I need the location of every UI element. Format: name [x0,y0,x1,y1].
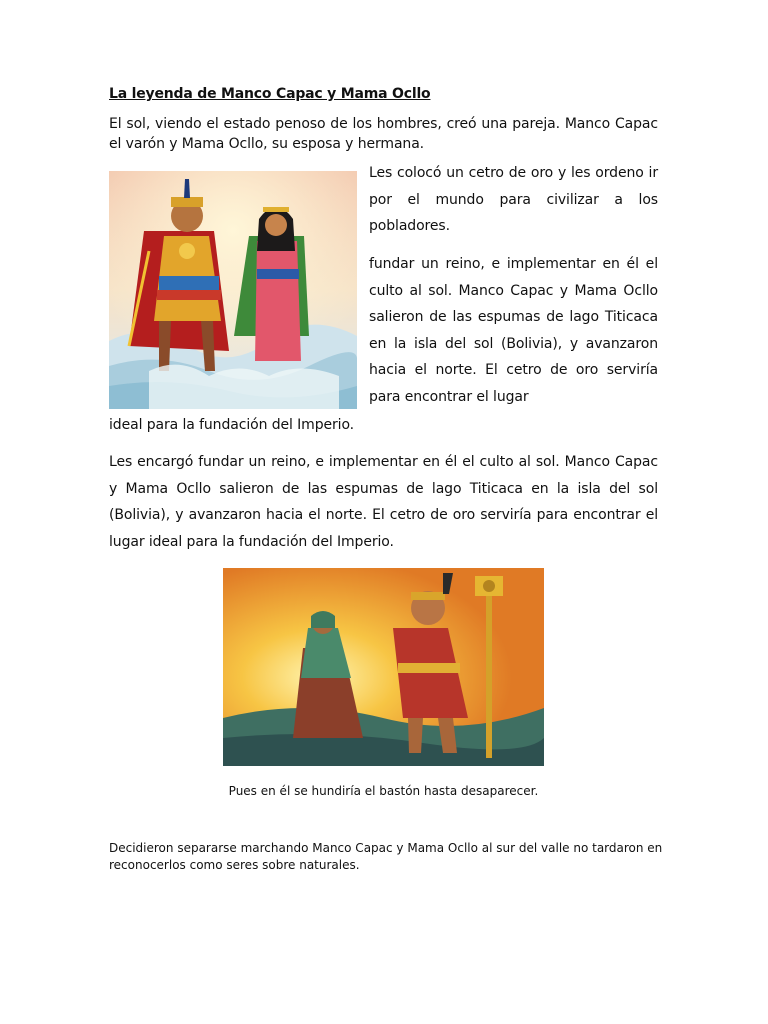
float-paragraph-1: Les colocó un cetro de oro y les ordeno ir por el mundo para civilizar a los pobladores. [369,165,658,234]
illustration-couple-lake [109,171,357,409]
float-paragraph-2-tail: ideal para la fundación del Imperio. [109,417,355,433]
image-caption: Pues en él se hundiría el bastón hasta desaparecer. [228,784,539,798]
document-title: La leyenda de Manco Capac y Mama Ocllo [109,86,431,102]
main-paragraph: Les encargó fundar un reino, e implementar en él el culto al sol. Manco Capac y Mama Ocllo salieron de las espumas de lago Titicaca en la isla del sol (Bolivia), y avanzaron hacia el norte. El cetro de oro serviría para encontrar el lugar ideal para la fundación del Imperio. [109,454,658,550]
intro-paragraph: El sol, viendo el estado penoso de los hombres, creó una pareja. Manco Capac el varón y Mama Ocllo, su esposa y hermana. [109,116,658,152]
closing-paragraph: Decidieron separarse marchando Manco Capac y Mama Ocllo al sur del valle no tardaron en reconocerlos como seres sobre naturales. [109,841,663,872]
float-paragraph-2: fundar un reino, e implementar en él el culto al sol. Manco Capac y Mama Ocllo salieron de las espumas de lago Titicaca en la isla del sol (Bolivia), y avanzaron hacia el norte. El cetro de oro serviría para encontrar el lugar [369,256,658,405]
illustration-golden-staff [223,568,544,766]
